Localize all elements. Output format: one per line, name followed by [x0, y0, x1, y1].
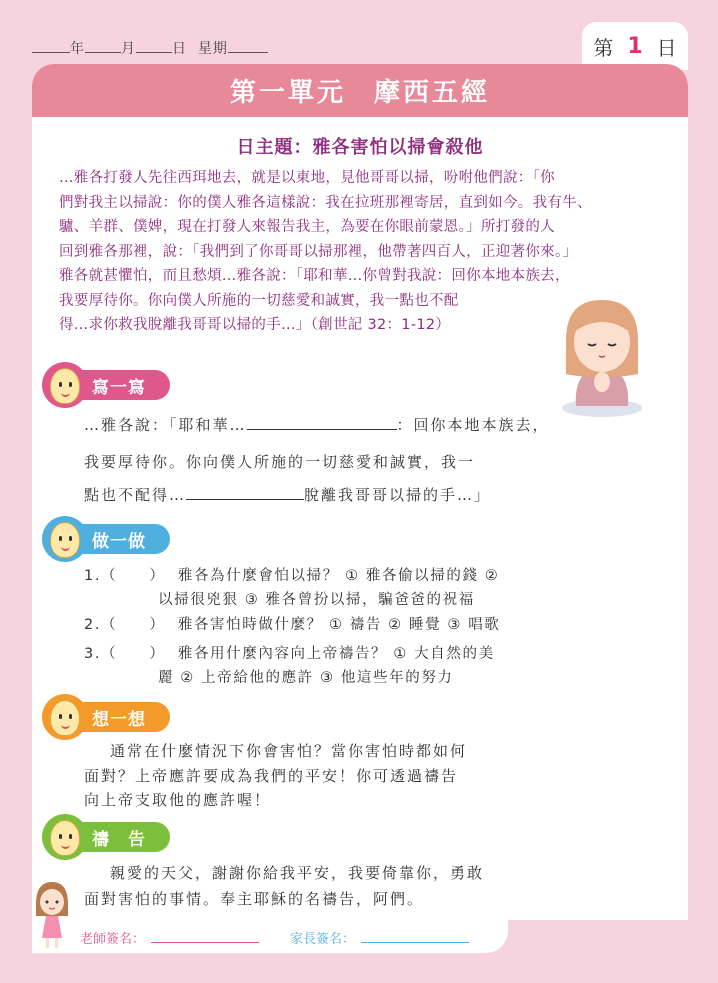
day-tab [582, 22, 688, 70]
do-section-label: 做一做 [64, 524, 170, 554]
kid-write-icon [42, 362, 88, 408]
unit-number: 第一單元 [229, 78, 346, 108]
scripture-line: 得…求你救我脫離我哥哥以掃的手…」（創世記 32：1-12） [59, 317, 451, 333]
write-section-label: 寫一寫 [64, 370, 170, 400]
day-label: 日 [172, 41, 187, 57]
scripture-line: 回到雅各那裡，說：「我們到了你哥哥以掃那裡，他帶著四百人，正迎著你來。」 [59, 243, 578, 260]
write-section-header [42, 370, 170, 400]
scripture-line: 驢、羊群、僕婢，現在打發人來報告我主，為要在你眼前蒙恩。」所打發的人 [59, 219, 555, 235]
unit-title: 摩西五經 [374, 78, 491, 108]
question-1-continued: 以掃很兇狠 ③ 雅各曾扮以掃，騙爸爸的祝福 [158, 592, 475, 608]
day-number: 1 [627, 33, 643, 59]
write-blank-1[interactable] [247, 416, 397, 430]
think-line-2: 面對？上帝應許要成為我們的平安！你可透過禱告 [84, 767, 459, 785]
question-3 [84, 642, 495, 663]
write-line-3 [84, 484, 491, 505]
think-line-3: 向上帝支取他的應許喔！ [84, 791, 272, 809]
parent-signature-line[interactable] [361, 931, 469, 943]
question-text: 雅各害怕時做什麼？ ① 禱告 ② 睡覺 ③ 唱歌 [177, 617, 501, 633]
weekday-blank[interactable] [228, 40, 268, 53]
month-blank[interactable] [85, 40, 121, 53]
pray-line-2: 面對害怕的事情。奉主耶穌的名禱告，阿們。 [84, 890, 425, 908]
write-text: …雅各說：「耶和華… [84, 416, 247, 434]
question-answer-blank[interactable]: 3.（ ） [84, 646, 166, 662]
parent-signature-label: 家長簽名： [290, 932, 356, 947]
praying-girl-icon [560, 296, 644, 420]
write-line-2: 我要厚待你。你向僕人所施的一切慈愛和誠實，我一 [84, 453, 476, 471]
unit-title-bar [32, 64, 688, 117]
year-blank[interactable] [32, 40, 70, 53]
scripture-line: 們對我主以掃說：你的僕人雅各這樣說：我在拉班那裡寄居，直到如今。我有牛、 [59, 194, 592, 211]
pray-section-header [42, 822, 170, 852]
kid-pray-icon [42, 814, 88, 860]
day-tab-suffix: 日 [656, 35, 677, 60]
think-section-header [42, 702, 170, 732]
think-line-1: 通常在什麼情況下你會害怕？當你害怕時都如何 [110, 742, 468, 760]
do-section-header [42, 524, 170, 554]
think-section-label: 想一想 [64, 702, 170, 732]
teacher-signature [80, 928, 259, 947]
kid-paper-icon [42, 516, 88, 562]
day-theme: 日主題：雅各害怕以掃會殺他 [236, 137, 484, 158]
question-text: 雅各用什麼內容向上帝禱告？ ① 大自然的美 [177, 646, 495, 662]
question-3-continued: 麗 ② 上帝給他的應許 ③ 他這些年的努力 [158, 670, 454, 686]
write-text: ：回你本地本族去， [396, 416, 550, 434]
pray-section-label: 禱 告 [64, 822, 170, 852]
date-line [32, 38, 268, 58]
scripture-line: …雅各打發人先往西珥地去，就是以東地，見他哥哥以掃，吩咐他們說：「你 [59, 170, 555, 186]
scripture-line: 雅各就甚懼怕，而且愁煩…雅各說：「耶和華…你曾對我說：回你本地本族去， [59, 268, 570, 284]
scripture-line: 我要厚待你。你向僕人所施的一切慈愛和誠實，我一點也不配 [59, 292, 459, 309]
write-blank-2[interactable] [186, 486, 304, 500]
standing-girl-icon [32, 880, 72, 950]
question-text: 雅各為什麼會怕以掃？ ① 雅各偷以掃的錢 ② [177, 568, 500, 584]
question-1 [84, 564, 499, 585]
lesson-card [32, 64, 688, 920]
month-label: 月 [121, 41, 136, 57]
weekday-label: 星期 [197, 41, 228, 57]
question-answer-blank[interactable]: 2.（ ） [84, 617, 166, 633]
day-blank[interactable] [136, 40, 172, 53]
write-text: 脫離我哥哥以掃的手…」 [304, 486, 492, 504]
question-2 [84, 613, 500, 634]
pray-line-1: 親愛的天父，謝謝你給我平安，我要倚靠你，勇敢 [110, 864, 485, 882]
parent-signature [290, 928, 469, 947]
question-answer-blank[interactable]: 1.（ ） [84, 568, 166, 584]
year-label: 年 [70, 41, 85, 57]
day-tab-prefix: 第 [593, 35, 614, 60]
kid-think-icon [42, 694, 88, 740]
write-line-1 [84, 414, 550, 435]
write-text: 點也不配得… [84, 486, 187, 504]
teacher-signature-label: 老師簽名： [80, 932, 146, 947]
teacher-signature-line[interactable] [151, 931, 259, 943]
